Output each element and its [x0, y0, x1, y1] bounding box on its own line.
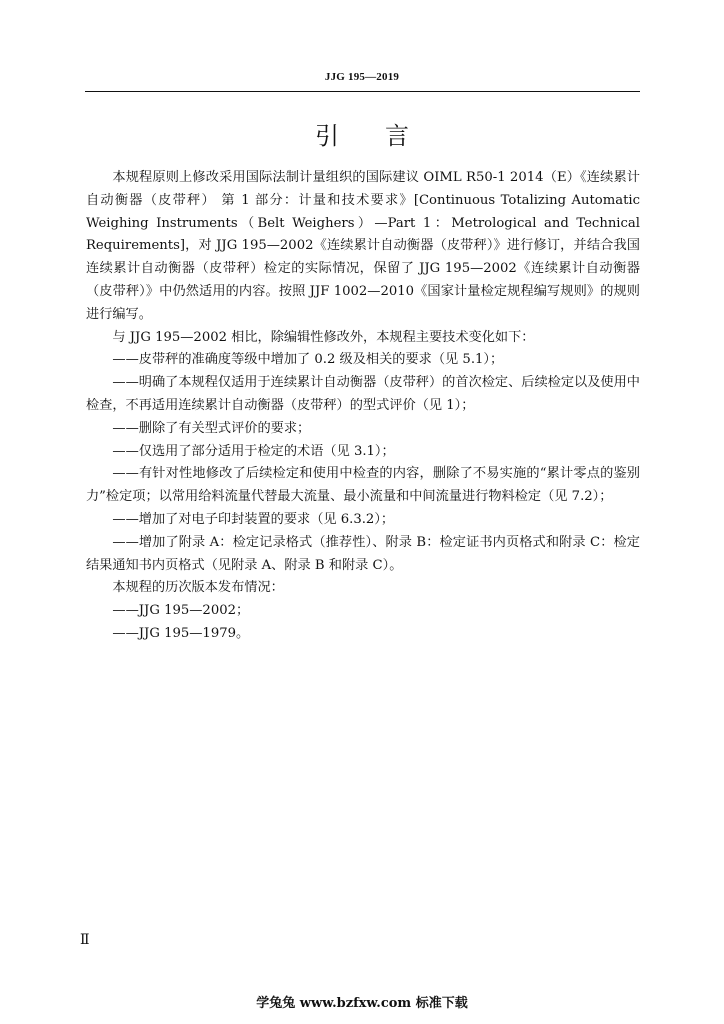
history-item-2002: ——JJG 195—2002； — [112, 603, 250, 619]
paragraph-intro: 本规程原则上修改采用国际法制计量组织的国际建议 OIML R50-1 2014（E）《连续累计自动衡器（皮带秤） 第 1 部分：计量和技术要求》[Continuous Totalizing Automatic Weighing Instruments（Belt Weighers）—Part 1：Metrological and Technical Requirements]，对 JJG 195—2002《连续累计自动衡器（皮带秤）》进行修订，并结合我国连续累计自动衡器（皮带秤）检定的实际情况，保留了 JJG 195—2002《连续累计自动衡器（皮带秤）》中仍然适用的内容。按照 JJF 1002—2010《国家计量检定规程编写规则》的规则进行编写。 — [86, 170, 640, 322]
footer-watermark: 学兔兔 www.bzfxw.com 标准下载 — [256, 996, 468, 1011]
change-item-subsequent-verification: ——有针对性地修改了后续检定和使用中检查的内容，删除了不易实施的“累计零点的鉴别力”检定项；以常用给料流量代替最大流量、最小流量和中间流量进行物料检定（见 7.2）； — [86, 466, 640, 505]
history-item-1979: ——JJG 195—1979。 — [112, 625, 250, 641]
page-number: Ⅱ — [80, 933, 90, 948]
change-item-terms: ——仅选用了部分适用于检定的术语（见 3.1）； — [112, 443, 395, 459]
paragraph-changes-lead: 与 JJG 195—2002 相比，除编辑性修改外，本规程主要技术变化如下： — [112, 329, 535, 345]
section-title: 引言 — [315, 122, 455, 150]
running-header: JJG 195—2019 — [324, 71, 400, 83]
change-item-accuracy-class: ——皮带秤的准确度等级中增加了 0.2 级及相关的要求（见 5.1）； — [112, 352, 504, 368]
change-item-scope: ——明确了本规程仅适用于连续累计自动衡器（皮带秤）的首次检定、后续检定以及使用中检查，不再适用连续累计自动衡器（皮带秤）的型式评价（见 1）； — [86, 375, 640, 413]
change-item-appendices: ——增加了附录 A：检定记录格式（推荐性）、附录 B：检定证书内页格式和附录 C：检定结果通知书内页格式（见附录 A、附录 B 和附录 C）。 — [86, 534, 640, 573]
change-item-electronic-seal: ——增加了对电子印封装置的要求（见 6.3.2）； — [112, 511, 395, 527]
change-item-type-evaluation: ——删除了有关型式评价的要求； — [112, 420, 311, 436]
paragraph-history-lead: 本规程的历次版本发布情况： — [112, 580, 284, 596]
body-text — [86, 167, 640, 646]
header-divider — [85, 91, 640, 92]
